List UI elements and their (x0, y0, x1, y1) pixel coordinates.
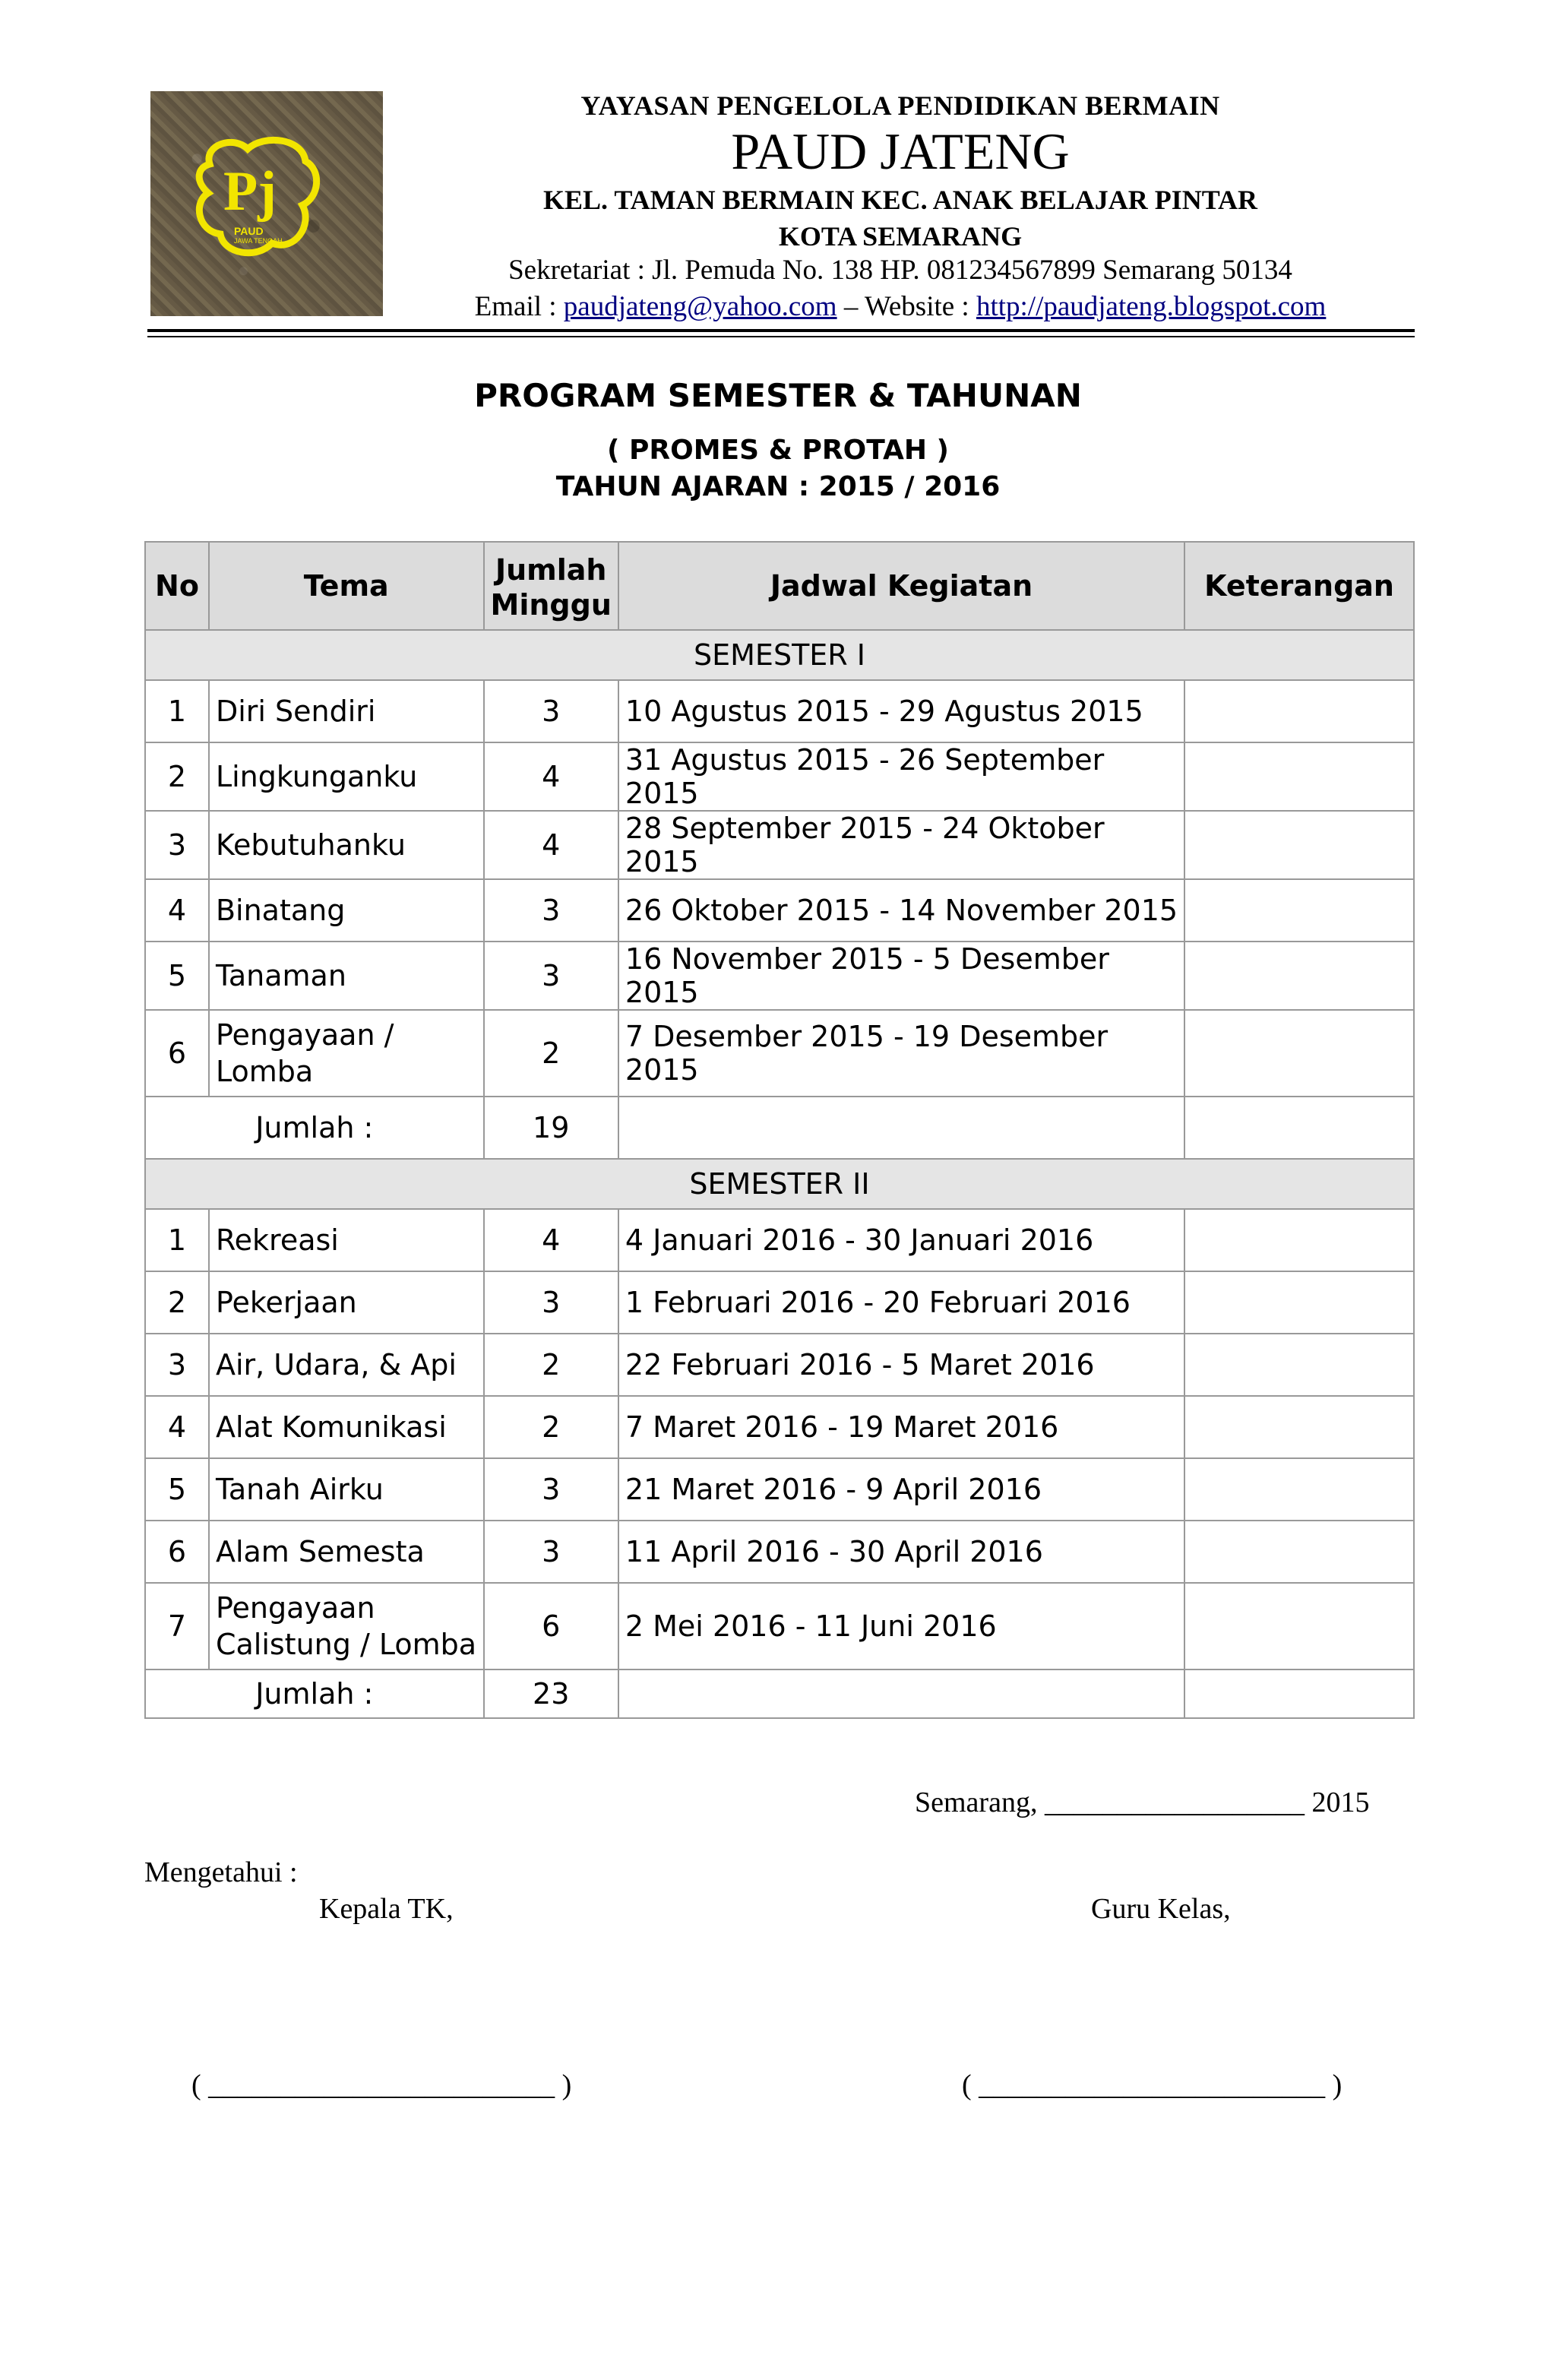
semester-1-total-row (145, 1097, 1414, 1159)
cell-minggu: 2 (484, 1010, 618, 1097)
semester-2-total-row (145, 1669, 1414, 1718)
logo-text: Pj (223, 160, 277, 223)
cell-jadwal: 22 Februari 2016 - 5 Maret 2016 (618, 1334, 1184, 1396)
cell-jadwal: 7 Desember 2015 - 19 Desember 2015 (618, 1010, 1184, 1097)
cell-minggu: 3 (484, 1521, 618, 1583)
contact-line (380, 290, 1421, 323)
total-empty-cell (1184, 1097, 1414, 1159)
cell-keterangan (1184, 1458, 1414, 1521)
total-empty-cell (1184, 1669, 1414, 1718)
table-row (145, 1010, 1414, 1097)
header-tema: Tema (209, 542, 484, 630)
header-jumlah-minggu (484, 542, 618, 630)
cell-keterangan (1184, 1010, 1414, 1097)
cell-no: 3 (145, 811, 209, 879)
logo-sub-text: PAUD (234, 225, 264, 237)
cell-jadwal: 10 Agustus 2015 - 29 Agustus 2015 (618, 680, 1184, 742)
cell-keterangan (1184, 811, 1414, 879)
cell-keterangan (1184, 1583, 1414, 1669)
cell-no: 5 (145, 1458, 209, 1521)
institution-city: KOTA SEMARANG (778, 221, 1023, 252)
header-keterangan: Keterangan (1184, 542, 1414, 630)
cell-tema-line1: Pengayaan (215, 1591, 375, 1625)
cell-jadwal: 31 Agustus 2015 - 26 September 2015 (618, 742, 1184, 811)
logo-sub-text-2: JAWA TENGAH (234, 237, 283, 245)
cell-tema: Tanah Airku (209, 1458, 484, 1521)
header-jumlah-line1: Jumlah (495, 553, 607, 587)
total-label: Jumlah : (145, 1097, 484, 1159)
teacher-label: Guru Kelas, (1091, 1893, 1231, 1925)
school-logo (150, 91, 383, 316)
cell-minggu: 6 (484, 1583, 618, 1669)
cell-no: 6 (145, 1010, 209, 1097)
table-row (145, 1521, 1414, 1583)
total-label: Jumlah : (145, 1669, 484, 1718)
institution-address: Sekretariat : Jl. Pemuda No. 138 HP. 081234567899 Semarang 50134 (508, 255, 1292, 286)
total-value: 19 (484, 1097, 618, 1159)
table-row (145, 1271, 1414, 1334)
cell-minggu: 3 (484, 1271, 618, 1334)
table-header-row (145, 542, 1414, 630)
cell-tema: Binatang (209, 879, 484, 942)
header-no: No (145, 542, 209, 630)
cell-minggu: 4 (484, 742, 618, 811)
academic-year: TAHUN AJARAN : 2015 / 2016 (555, 471, 1001, 502)
cell-minggu: 3 (484, 879, 618, 942)
cell-jadwal: 2 Mei 2016 - 11 Juni 2016 (618, 1583, 1184, 1669)
cell-jadwal: 16 November 2015 - 5 Desember 2015 (618, 942, 1184, 1010)
cell-tema (209, 1010, 484, 1097)
cell-keterangan (1184, 742, 1414, 811)
cell-tema: Air, Udara, & Api (209, 1334, 484, 1396)
cell-tema-line1: Pengayaan / (215, 1018, 394, 1052)
table-row (145, 680, 1414, 742)
cell-tema: Kebutuhanku (209, 811, 484, 879)
header-jadwal: Jadwal Kegiatan (618, 542, 1184, 630)
cell-no: 7 (145, 1583, 209, 1669)
cell-keterangan (1184, 1209, 1414, 1271)
cell-keterangan (1184, 1521, 1414, 1583)
website-label: – Website : (837, 291, 976, 322)
table-row (145, 1583, 1414, 1669)
table-row (145, 1396, 1414, 1458)
cell-jadwal: 7 Maret 2016 - 19 Maret 2016 (618, 1396, 1184, 1458)
teacher-signature-line: ( ________________________ ) (962, 2069, 1343, 2101)
document-subtitle: ( PROMES & PROTAH ) (607, 435, 949, 466)
cell-keterangan (1184, 879, 1414, 942)
total-value: 23 (484, 1669, 618, 1718)
institution-name: PAUD JATENG (731, 122, 1070, 180)
organization-name: YAYASAN PENGELOLA PENDIDIKAN BERMAIN (580, 90, 1220, 121)
cell-minggu: 4 (484, 811, 618, 879)
cell-no: 4 (145, 879, 209, 942)
cell-keterangan (1184, 1334, 1414, 1396)
cell-jadwal: 21 Maret 2016 - 9 April 2016 (618, 1458, 1184, 1521)
cell-tema: Pekerjaan (209, 1271, 484, 1334)
cell-tema: Lingkunganku (209, 742, 484, 811)
cell-minggu: 3 (484, 1458, 618, 1521)
website-link[interactable]: http://paudjateng.blogspot.com (976, 291, 1327, 322)
email-label: Email : (474, 291, 564, 322)
cell-no: 3 (145, 1334, 209, 1396)
cell-tema: Diri Sendiri (209, 680, 484, 742)
email-link[interactable]: paudjateng@yahoo.com (563, 291, 837, 322)
cell-tema: Rekreasi (209, 1209, 484, 1271)
program-table (144, 541, 1415, 1719)
place-date: Semarang, __________________ 2015 (915, 1787, 1370, 1818)
total-empty-cell (618, 1669, 1184, 1718)
cell-minggu: 4 (484, 1209, 618, 1271)
cell-keterangan (1184, 1396, 1414, 1458)
table-row (145, 1334, 1414, 1396)
cell-no: 1 (145, 1209, 209, 1271)
cell-tema: Alat Komunikasi (209, 1396, 484, 1458)
cell-minggu: 2 (484, 1396, 618, 1458)
cell-jadwal: 1 Februari 2016 - 20 Februari 2016 (618, 1271, 1184, 1334)
cell-no: 2 (145, 1271, 209, 1334)
cell-jadwal: 28 September 2015 - 24 Oktober 2015 (618, 811, 1184, 879)
table-row (145, 811, 1414, 879)
cell-no: 1 (145, 680, 209, 742)
cell-keterangan (1184, 680, 1414, 742)
semester-2-label: SEMESTER II (145, 1159, 1414, 1209)
table-row (145, 879, 1414, 942)
letterhead-rule-thin (147, 336, 1415, 337)
table-row (145, 742, 1414, 811)
total-empty-cell (618, 1097, 1184, 1159)
cell-tema (209, 1583, 484, 1669)
cell-no: 4 (145, 1396, 209, 1458)
cell-no: 5 (145, 942, 209, 1010)
cell-minggu: 3 (484, 942, 618, 1010)
principal-label: Kepala TK, (319, 1893, 454, 1925)
cell-jadwal: 26 Oktober 2015 - 14 November 2015 (618, 879, 1184, 942)
cell-jadwal: 11 April 2016 - 30 April 2016 (618, 1521, 1184, 1583)
semester-2-row (145, 1159, 1414, 1209)
semester-1-row (145, 630, 1414, 680)
cell-minggu: 2 (484, 1334, 618, 1396)
cell-tema-line2: Lomba (215, 1055, 314, 1088)
document-title: PROGRAM SEMESTER & TAHUNAN (474, 377, 1082, 414)
semester-1-label: SEMESTER I (145, 630, 1414, 680)
principal-signature-line: ( ________________________ ) (191, 2069, 572, 2101)
cell-minggu: 3 (484, 680, 618, 742)
cell-no: 6 (145, 1521, 209, 1583)
table-row (145, 942, 1414, 1010)
cell-no: 2 (145, 742, 209, 811)
header-jumlah-line2: Minggu (490, 588, 612, 622)
acknowledge-label: Mengetahui : (144, 1856, 298, 1888)
cell-jadwal: 4 Januari 2016 - 30 Januari 2016 (618, 1209, 1184, 1271)
letterhead-rule-thick (147, 329, 1415, 332)
cell-keterangan (1184, 942, 1414, 1010)
table-row (145, 1209, 1414, 1271)
cell-tema: Alam Semesta (209, 1521, 484, 1583)
cell-keterangan (1184, 1271, 1414, 1334)
table-row (145, 1458, 1414, 1521)
cell-tema-line2: Calistung / Lomba (215, 1628, 477, 1661)
institution-district: KEL. TAMAN BERMAIN KEC. ANAK BELAJAR PINTAR (542, 185, 1258, 215)
cell-tema: Tanaman (209, 942, 484, 1010)
